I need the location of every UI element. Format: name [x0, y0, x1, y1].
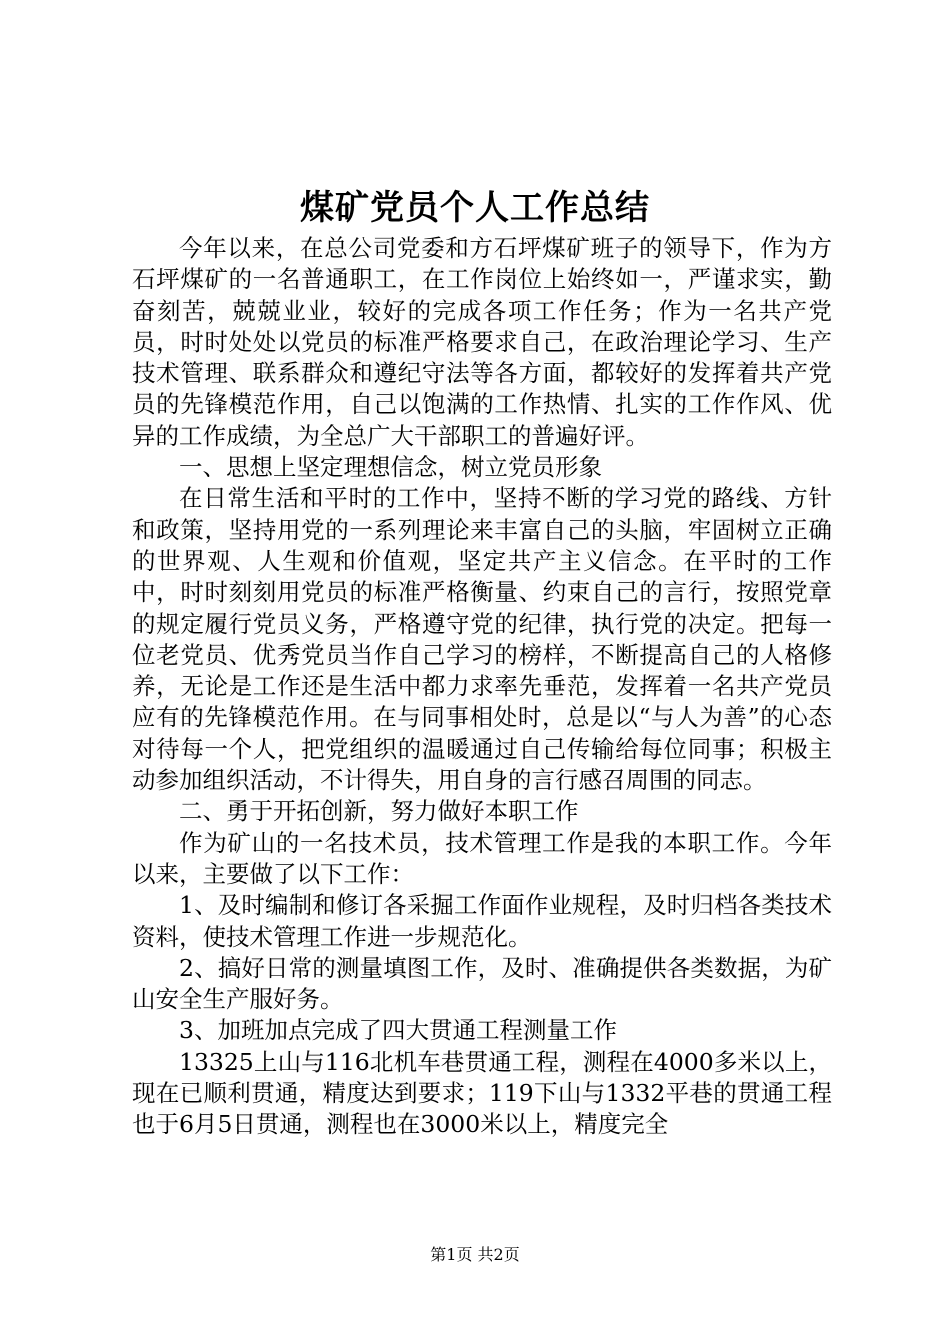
- paragraph-work-intro: 作为矿山的一名技术员，技术管理工作是我的本职工作。今年以来，主要做了以下工作：: [132, 828, 832, 888]
- section-heading-1: 一、思想上坚定理想信念，树立党员形象: [179, 453, 602, 482]
- document-body: [132, 233, 832, 1141]
- list-item-3: 3、加班加点完成了四大贯通工程测量工作: [179, 1016, 617, 1045]
- paragraph-ideology: 在日常生活和平时的工作中，坚持不断的学习党的路线、方针和政策，坚持用党的一系列理论来丰富自己的头脑，牢固树立正确的世界观、人生观和价值观，坚定共产主义信念。在平时的工作中，时时刻刻用党员的标准严格衡量、约束自己的言行，按照党章的规定履行党员义务，严格遵守党的纪律，执行党的决定。把每一位老党员、优秀党员当作自己学习的榜样，不断提高自己的人格修养，无论是工作还是生活中都力求率先垂范，发挥着一名共产党员应有的先锋模范作用。在与同事相处时，总是以“与人为善”的心态对待每一个人，把党组织的温暖通过自己传输给每位同事；积极主动参加组织活动，不计得失，用自身的言行感召周围的同志。: [132, 484, 832, 795]
- document-title: 煤矿党员个人工作总结: [300, 188, 650, 228]
- page-footer: 第1页 共2页: [430, 1245, 520, 1264]
- section-heading-2: 二、勇于开拓创新，努力做好本职工作: [179, 797, 579, 826]
- paragraph-survey: 13325上山与116北机车巷贯通工程，测程在4000多米以上，现在已顺利贯通，精度达到要求；119下山与1332平巷的贯通工程也于6月5日贯通，测程也在3000米以上，精度完全: [132, 1047, 832, 1139]
- list-item-2: 2、搞好日常的测量填图工作，及时、准确提供各类数据，为矿山安全生产服好务。: [132, 953, 832, 1014]
- list-item-1: 1、及时编制和修订各采掘工作面作业规程，及时归档各类技术资料，使技术管理工作进一步规范化。: [132, 891, 832, 951]
- paragraph-intro: 今年以来，在总公司党委和方石坪煤矿班子的领导下，作为方石坪煤矿的一名普通职工，在工作岗位上始终如一，严谨求实，勤奋刻苦，兢兢业业，较好的完成各项工作任务；作为一名共产党员，时时处处以党员的标准严格要求自己，在政治理论学习、生产技术管理、联系群众和遵纪守法等各方面，都较好的发挥着共产党员的先锋模范作用，自己以饱满的工作热情、扎实的工作作风、优异的工作成绩，为全总广大干部职工的普遍好评。: [132, 234, 832, 450]
